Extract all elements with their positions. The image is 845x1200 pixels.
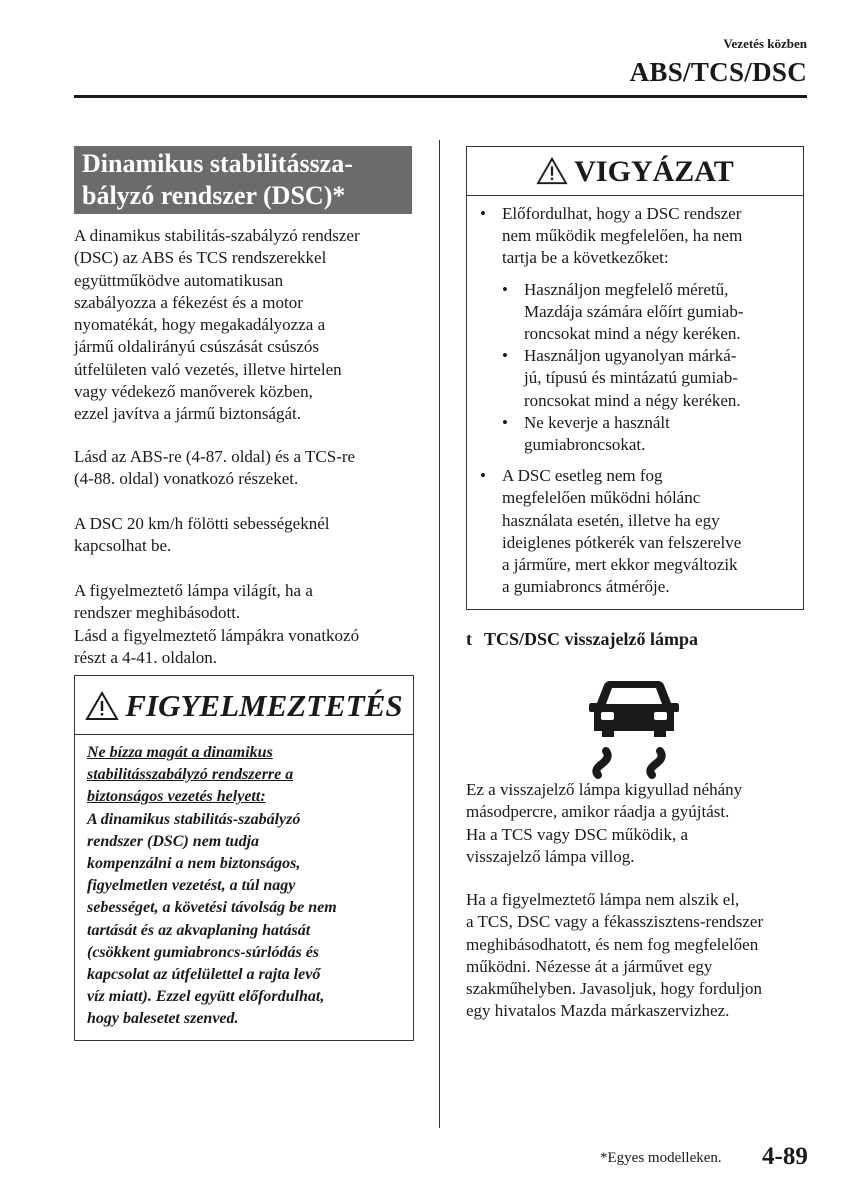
caution-subitem — [477, 279, 795, 346]
text-line: útfelületen való vezetés, illetve hirtelen — [74, 359, 342, 379]
warning-box — [74, 675, 414, 1041]
text-line: nyomatékát, hogy megakadályozza a — [74, 315, 326, 335]
text-line: a TCS, DSC vagy a fékasszisztens-rendszer — [466, 912, 764, 932]
warning-body — [87, 742, 401, 1031]
text-line: roncsokat mind a négy keréken. — [524, 324, 741, 344]
text-line: kapcsolhat be. — [74, 536, 172, 556]
warning-line: víz miatt). Ezzel együtt előfordulhat, — [87, 988, 325, 1006]
caution-title: VIGYÁZAT — [574, 155, 734, 188]
text-line: Ez a visszajelző lámpa kigyullad néhány — [466, 780, 743, 799]
column-divider — [439, 140, 440, 1128]
text-line: vagy védekező manőverek közben, — [74, 382, 313, 402]
section-title — [74, 146, 412, 214]
warning-line: kapcsolat az útfelülettel a rajta levő — [87, 966, 321, 984]
bullet: • — [502, 279, 508, 299]
text-line: egy hivatalos Mazda márkaszervizhez. — [466, 1001, 730, 1021]
text-line: visszajelző lámpa villog. — [466, 846, 635, 866]
text-line: rendszer meghibásodott. — [74, 603, 241, 623]
text-line: nem működik megfelelően, ha nem — [502, 226, 743, 246]
text-line: szabályozza a fékezést és a motor — [74, 292, 303, 312]
indicator-heading-text: TCS/DSC visszajelző lámpa — [484, 629, 699, 649]
warning-title: FIGYELMEZTETÉS — [125, 688, 403, 723]
indicator-paragraph-2 — [466, 889, 804, 1023]
warning-lamp-paragraph — [74, 580, 424, 669]
warning-triangle-icon — [536, 157, 568, 185]
warning-triangle-icon — [85, 691, 119, 721]
text-line: A figyelmeztető lámpa világít, ha a — [74, 581, 313, 600]
text-line: használata esetén, illetve ha egy — [502, 510, 720, 530]
caution-subitem — [477, 345, 795, 412]
text-line: Ne keverje a használt — [524, 412, 670, 432]
text-line: ideiglenes pótkerék van felszerelve — [502, 532, 742, 552]
text-line: Előfordulhat, hogy a DSC rendszer — [502, 204, 742, 223]
text-line: megfelelően működni hólánc — [502, 488, 701, 508]
text-line: meghibásodhatott, és nem fog megfelelően — [466, 934, 759, 954]
running-header-section: Vezetés közben — [723, 36, 807, 51]
bullet: • — [480, 204, 486, 223]
bullet: • — [480, 466, 486, 486]
bullet: • — [502, 412, 508, 432]
text-line: jármű oldalirányú csúszását csúszós — [74, 337, 320, 357]
text-line: másodpercre, amikor ráadja a gyújtást. — [466, 802, 730, 822]
warning-line: A dinamikus stabilitás-szabályzó — [87, 810, 301, 828]
page-number: 4-89 — [762, 1143, 808, 1170]
warning-underlined-line: biztonságos vezetés helyett: — [87, 788, 266, 806]
warning-underlined-line: Ne bízza magát a dinamikus — [87, 744, 273, 761]
text-line: Lásd az ABS-re (4-87. oldal) és a TCS-re — [74, 447, 356, 466]
warning-line: kompenzálni a nem biztonságos, — [87, 855, 301, 873]
text-line: részt a 4-41. oldalon. — [74, 647, 218, 667]
caution-header — [467, 147, 803, 196]
text-line: A dinamikus stabilitás-szabályzó rendszer — [74, 226, 360, 245]
warning-line: figyelmetlen vezetést, a túl nagy — [87, 877, 296, 895]
header-rule — [74, 95, 807, 98]
caution-item — [477, 465, 795, 598]
text-line: tartja be a következőket: — [502, 248, 669, 268]
caution-box — [466, 146, 804, 610]
text-line: roncsokat mind a négy keréken. — [524, 390, 741, 410]
text-line: A DSC esetleg nem fog — [502, 466, 663, 486]
bullet: • — [502, 346, 508, 366]
text-line: ezzel javítva a jármű biztonságát. — [74, 404, 302, 424]
section-title-line-1: Dinamikus stabilitássza- — [82, 149, 353, 178]
warning-line: (csökkent gumiabroncs-súrlódás és — [87, 943, 320, 961]
warning-underlined-line: stabilitásszabályzó rendszerre a — [87, 766, 294, 784]
heading-marker: t — [466, 629, 472, 649]
indicator-paragraph-1 — [466, 779, 804, 868]
warning-header — [75, 676, 413, 735]
warning-line: sebességet, a követési távolság be nem — [87, 899, 337, 917]
caution-body — [477, 203, 795, 598]
warning-line: hogy balesetet szenved. — [87, 1010, 239, 1028]
text-line: A DSC 20 km/h fölötti sebességeknél — [74, 514, 330, 533]
warning-line: rendszer (DSC) nem tudja — [87, 832, 260, 850]
text-line: Ha a TCS vagy DSC működik, a — [466, 824, 689, 844]
text-line: Használjon ugyanolyan márká- — [524, 346, 737, 366]
text-line: Ha a figyelmeztető lámpa nem alszik el, — [466, 890, 740, 909]
running-header-chapter: ABS/TCS/DSC — [629, 57, 807, 87]
intro-paragraph — [74, 225, 424, 426]
text-line: jú, típusú és mintázatú gumiab- — [524, 368, 738, 388]
text-line: Lásd a figyelmeztető lámpákra vonatkozó — [74, 625, 360, 645]
section-title-line-2: bályzó rendszer (DSC)* — [82, 181, 346, 210]
caution-item — [477, 203, 795, 270]
skidding-car-icon — [588, 673, 680, 781]
text-line: Mazdája számára előírt gumiab- — [524, 301, 744, 321]
text-line: szakműhelyben. Javasoljuk, hogy forduljon — [466, 979, 763, 999]
text-line: a járműre, mert ekkor megváltozik — [502, 555, 738, 575]
text-line: gumiabroncsokat. — [524, 435, 646, 455]
text-line: a gumiabroncs átmérője. — [502, 577, 670, 597]
text-line: együttműködve automatikusan — [74, 270, 284, 290]
text-line: Használjon megfelelő méretű, — [524, 279, 729, 299]
text-line: működni. Nézesse át a járművet egy — [466, 956, 713, 976]
reference-paragraph — [74, 446, 424, 491]
warning-line: tartását és az akvaplaning hatását — [87, 921, 311, 939]
text-line: (DSC) az ABS és TCS rendszerekkel — [74, 248, 327, 268]
indicator-heading — [466, 629, 698, 650]
caution-subitem — [477, 412, 795, 456]
speed-paragraph — [74, 513, 424, 558]
text-line: (4-88. oldal) vonatkozó részeket. — [74, 469, 299, 489]
footnote: *Egyes modelleken. — [600, 1150, 722, 1166]
